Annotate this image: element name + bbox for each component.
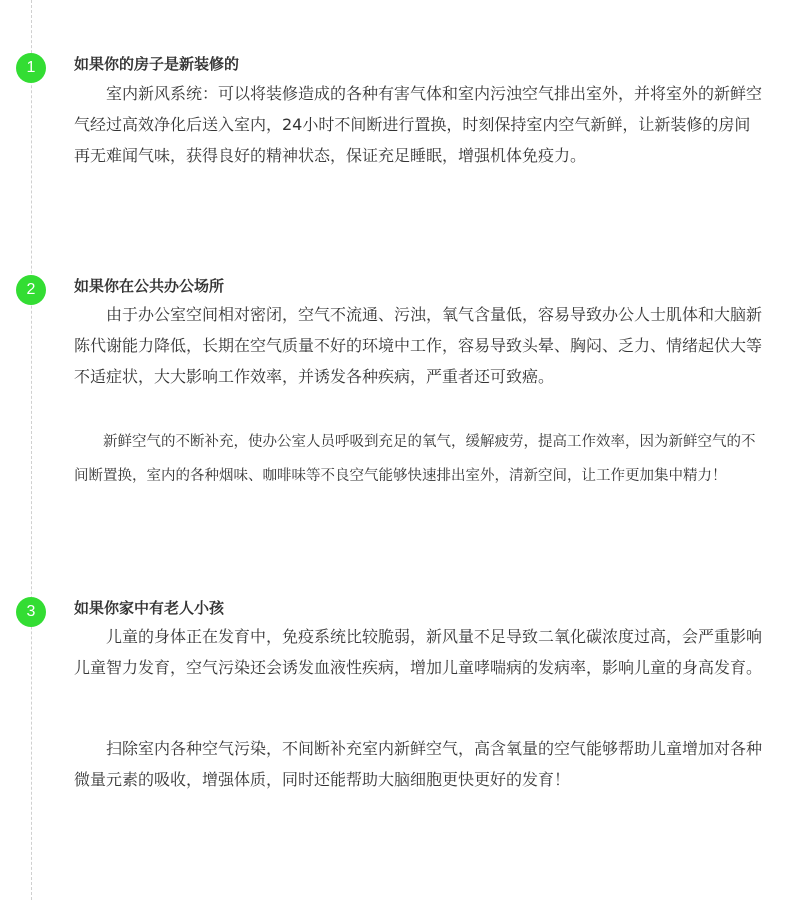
section-title: 如果你的房子是新装修的 (74, 55, 240, 73)
section-paragraph: 由于办公室空间相对密闭，空气不流通、污浊，氧气含量低，容易导致办公人士肌体和大脑新陈代谢能力降低，长期在空气质量不好的环境中工作，容易导致头晕、胸闷、乏力、情绪起伏大等不适症状，大大影响工作效率，并诱发各种疾病，严重者还可致癌。 (74, 305, 763, 386)
section-paragraph: 扫除室内各种空气污染，不间断补充室内新鲜空气，高含氧量的空气能够帮助儿童增加对各种微量元素的吸收，增强体质，同时还能帮助大脑细胞更快更好的发育！ (74, 739, 763, 789)
section-title: 如果你家中有老人小孩 (74, 599, 225, 617)
section-paragraph: 新鲜空气的不断补充，使办公室人员呼吸到充足的氧气，缓解疲劳，提高工作效率，因为新鲜空气的不间断置换，室内的各种烟味、咖啡味等不良空气能够快速排出室外，清新空间，让工作更加集中精力！ (74, 434, 756, 484)
section-paragraph: 室内新风系统：可以将装修造成的各种有害气体和室内污浊空气排出室外，并将室外的新鲜空气经过高效净化后送入室内，24小时不间断进行置换，时刻保持室内空气新鲜，让新装修的房间再无难闻气味，获得良好的精神状态，保证充足睡眠，增强机体免疫力。 (74, 84, 763, 165)
section-title: 如果你在公共办公场所 (74, 277, 225, 295)
step-number-badge: 1 (16, 53, 46, 83)
step-number-badge: 2 (16, 275, 46, 305)
section-paragraph: 儿童的身体正在发育中，免疫系统比较脆弱，新风量不足导致二氧化碳浓度过高，会严重影响儿童智力发育，空气污染还会诱发血液性疾病，增加儿童哮喘病的发病率，影响儿童的身高发育。 (74, 627, 763, 677)
step-number-badge: 3 (16, 597, 46, 627)
timeline-dashed-line (31, 0, 32, 900)
